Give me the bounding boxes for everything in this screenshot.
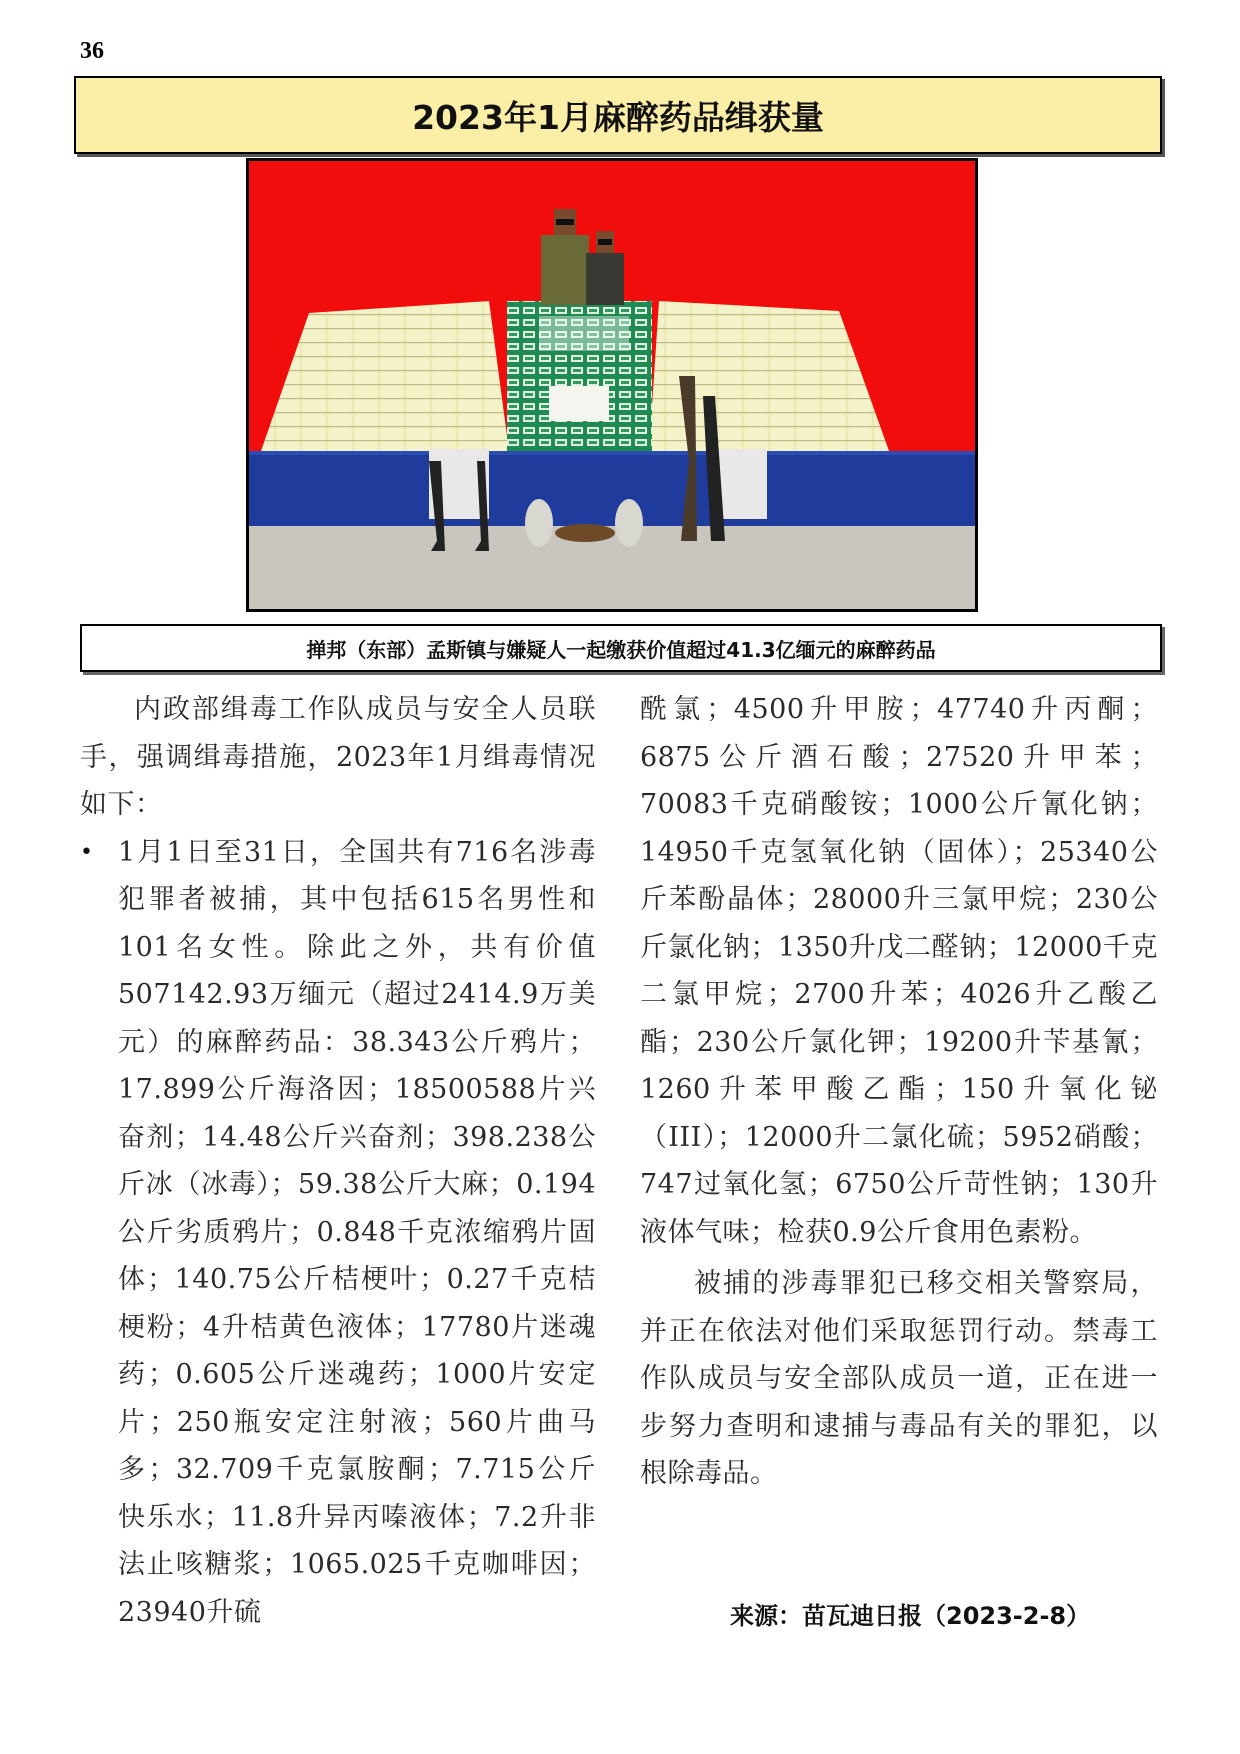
seizure-photo (246, 158, 978, 612)
article-right-column (640, 686, 1158, 1498)
bullet-marker: • (80, 839, 94, 865)
source-line: 来源：苗瓦迪日报（2023-2-8） (730, 1602, 1091, 1630)
continuation-paragraph: 酰氯；4500升甲胺；47740升丙酮；6875公斤酒石酸；27520升甲苯；70083千克硝酸铵；1000公斤氰化钠；14950千克氢氧化钠（固体）；25340公斤苯酚晶体；28000升三氯甲烷；230公斤氯化钠；1350升戊二醛钠；12000千克二氯甲烷；2700升苯；4026升乙酸乙酯；230公斤氯化钾；19200升苄基氰；1260升苯甲酸乙酯；150升氧化铋（III）；12000升二氯化硫；5952硝酸；747过氧化氢；6750公斤苛性钠；130升液体气味；检获0.9公斤食用色素粉。 (640, 694, 1158, 1248)
page-number: 36 (80, 38, 104, 64)
bullet-item (80, 829, 596, 1637)
article-left-column (80, 686, 596, 1636)
page-title: 2023年1月麻醉药品缉获量 (74, 76, 1162, 154)
closing-paragraph: 被捕的涉毒罪犯已移交相关警察局，并正在依法对他们采取惩罚行动。禁毒工作队成员与安全部队成员一道，正在进一步努力查明和逮捕与毒品有关的罪犯，以根除毒品。 (640, 1268, 1158, 1489)
photo-caption: 掸邦（东部）孟斯镇与嫌疑人一起缴获价值超过41.3亿缅元的麻醉药品 (80, 624, 1162, 672)
intro-paragraph: 内政部缉毒工作队成员与安全人员联手，强调缉毒措施，2023年1月缉毒情况如下： (80, 694, 596, 820)
bullet-text: 1月1日至31日，全国共有716名涉毒犯罪者被捕，其中包括615名男性和101名女性。除此之外，共有价值507142.93万缅元（超过2414.9万美元）的麻醉药品：38.343公斤鸦片；17.899公斤海洛因；18500588片兴奋剂；14.48公斤兴奋剂；398.238公斤冰（冰毒）；59.38公斤大麻；0.194公斤劣质鸦片；0.848千克浓缩鸦片固体；140.75公斤桔梗叶；0.27千克桔梗粉；4升桔黄色液体；17780片迷魂药；0.605公斤迷魂药；1000片安定片；250瓶安定注射液；560片曲马多；32.709千克氯胺酮；7.715公斤快乐水；11.8升异丙嗪液体；7.2升非法止咳糖浆；1065.025千克咖啡因；23940升硫 (118, 836, 596, 1628)
